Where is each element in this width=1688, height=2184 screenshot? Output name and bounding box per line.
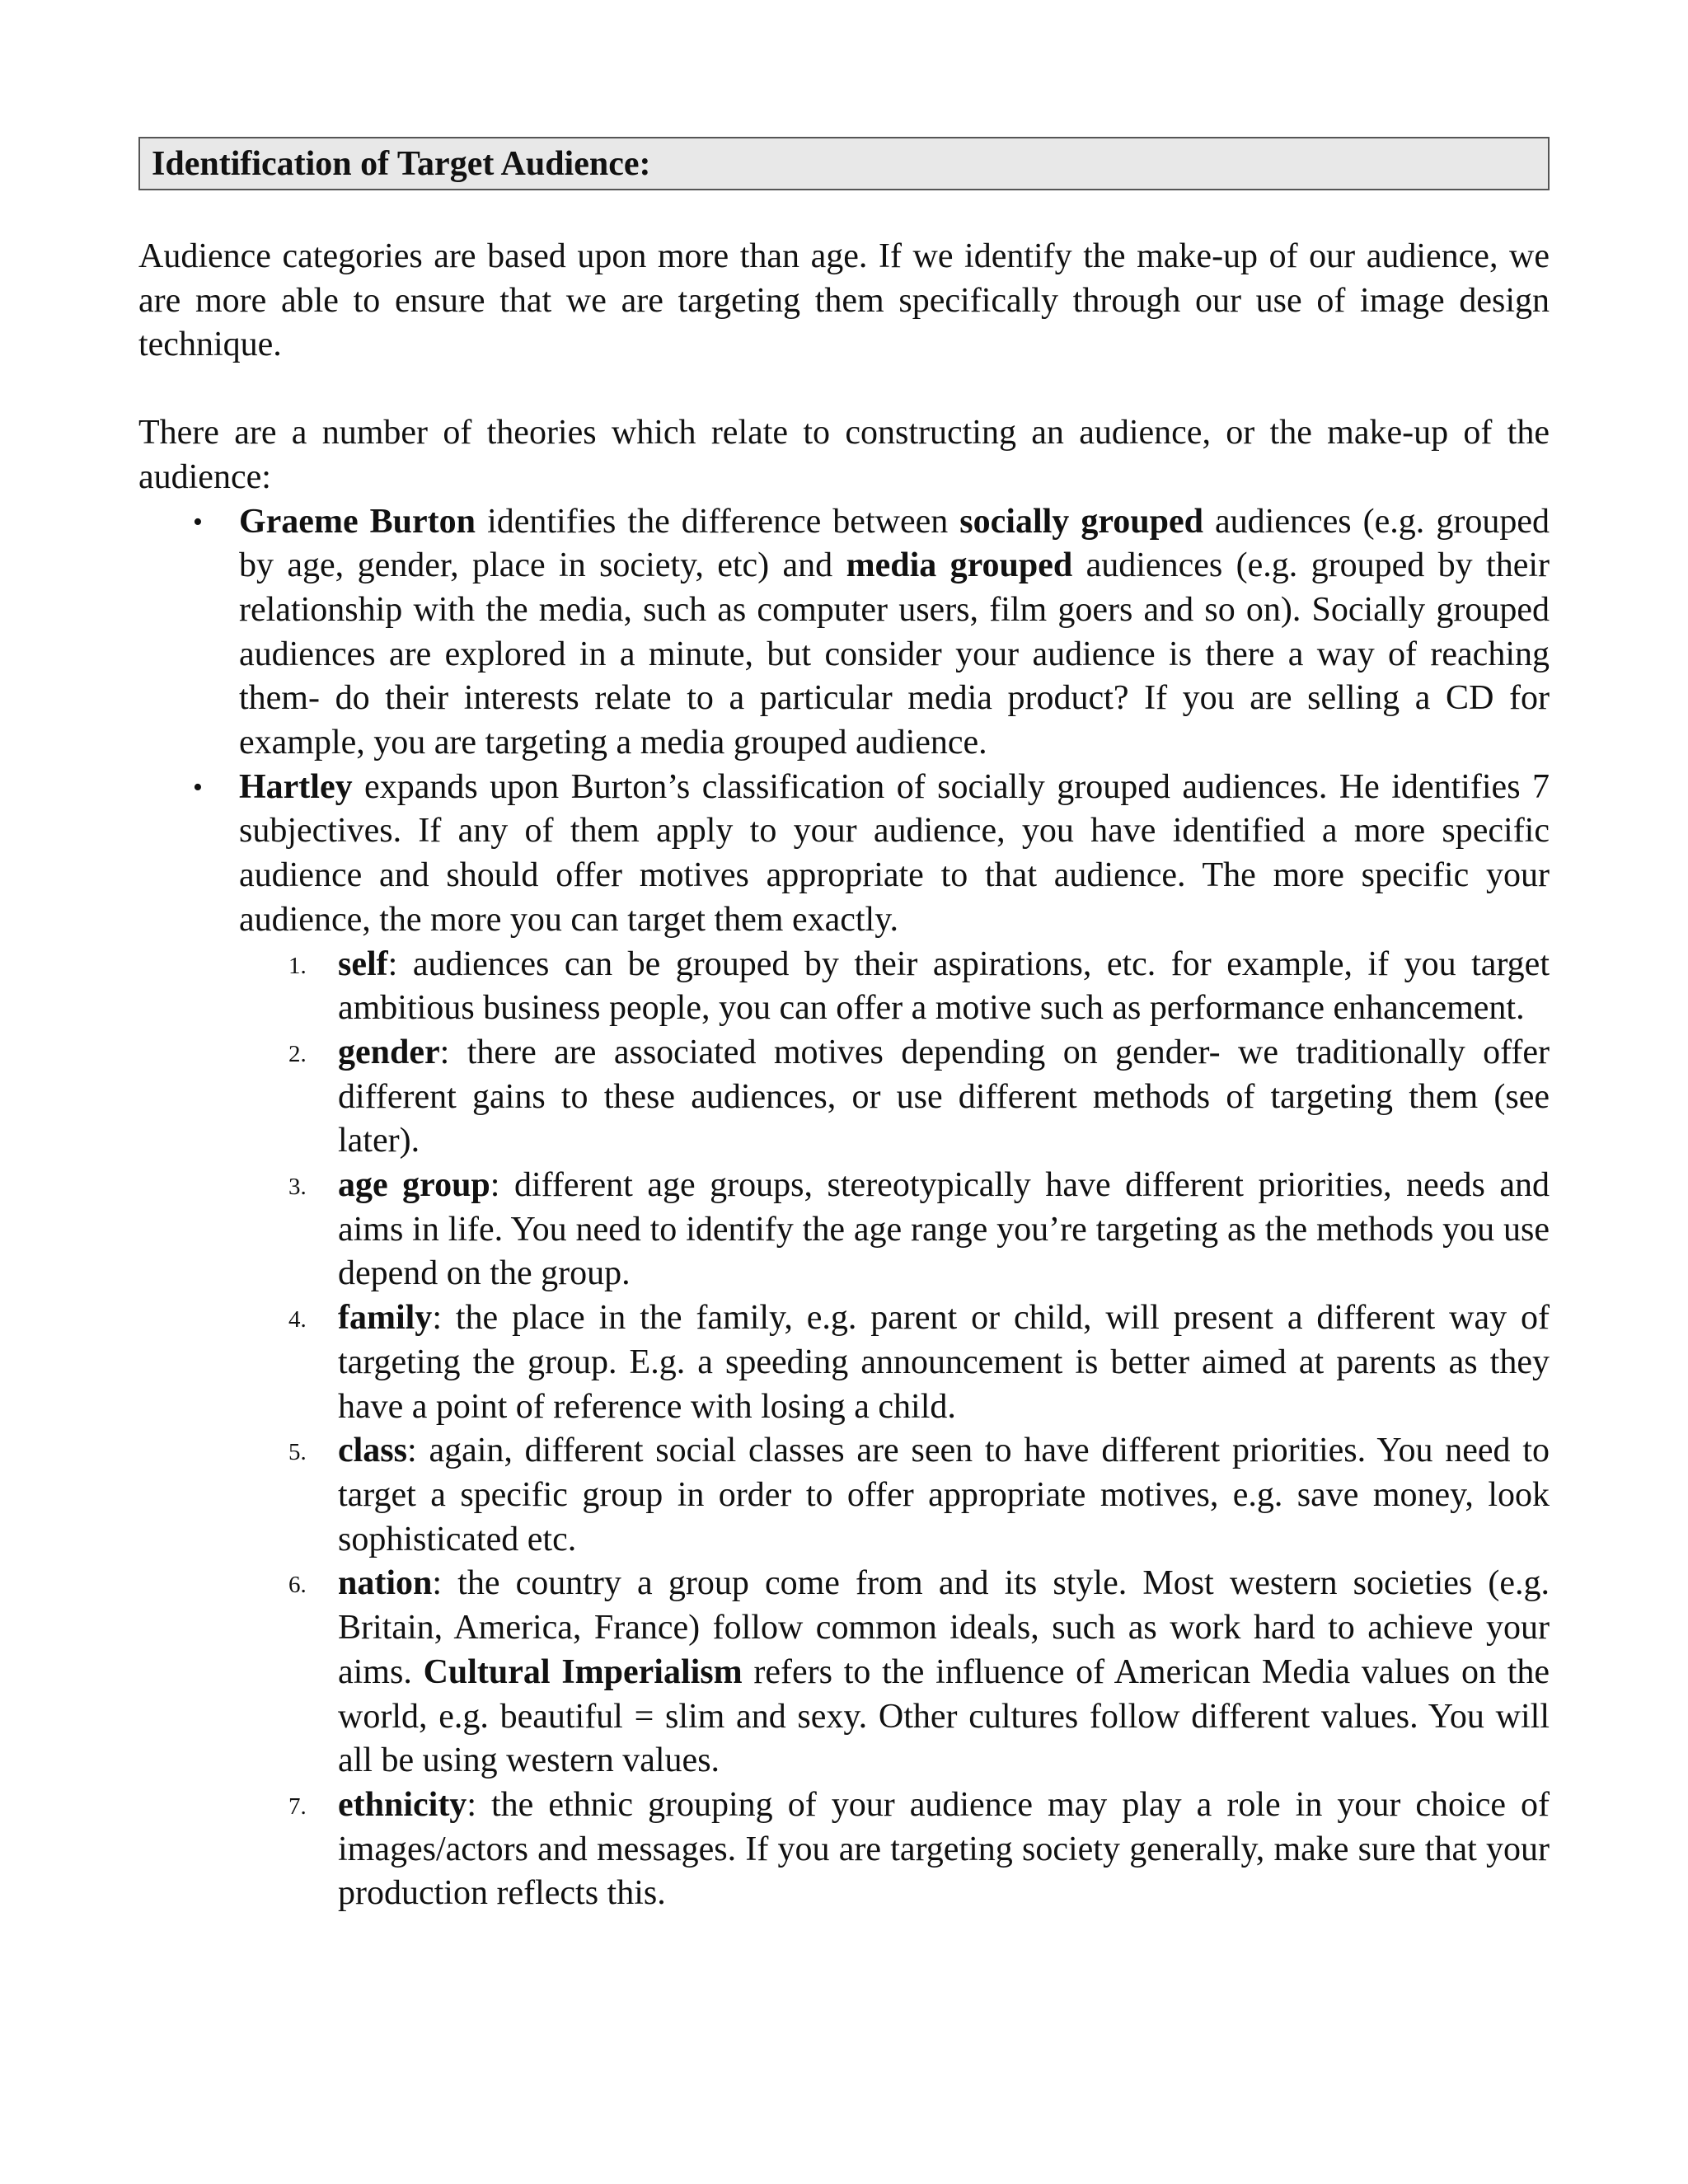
subjective-item-self	[288, 943, 1550, 1031]
item-number: 5.	[288, 1439, 307, 1466]
list-item-burton	[193, 500, 1550, 766]
theories-intro-paragraph: There are a number of theories which relate to constructing an audience, or the make-up of the audience:	[138, 414, 1550, 496]
subjective-item-age-group	[288, 1164, 1550, 1296]
subjective-item-gender	[288, 1031, 1550, 1164]
burton-text-1: identifies the difference between	[476, 502, 960, 541]
item-number: 3.	[288, 1174, 307, 1201]
item-term: nation	[338, 1564, 433, 1603]
item-text: : audiences can be grouped by their aspirations, etc. for example, if you target ambitious business people, you can offer a motive such as performance enhancement.	[338, 944, 1550, 1028]
hartley-subjectives-list	[239, 943, 1550, 1916]
item-number: 6.	[288, 1572, 307, 1599]
item-number: 2.	[288, 1040, 307, 1067]
burton-socially-grouped: socially grouped	[959, 502, 1203, 541]
item-term: gender	[338, 1033, 440, 1071]
subjective-item-ethnicity	[288, 1783, 1550, 1916]
item-term: self	[338, 944, 388, 983]
burton-text-2: audiences (e.g. grouped by age, gender, place in society, etc) and	[239, 502, 1550, 585]
hartley-name: Hartley	[239, 767, 353, 806]
intro-paragraph: Audience categories are based upon more than age. If we identify the make-up of our audience, we are more able to ensure that we are targeting them specifically through our use of image design technique.	[138, 237, 1550, 364]
subjective-item-class	[288, 1429, 1550, 1562]
item-text: : the place in the family, e.g. parent or child, will present a different way of targeting the group. E.g. a speeding announcement is better aimed at parents as they have a point of reference with losing a child.	[338, 1299, 1550, 1426]
item-term: family	[338, 1299, 433, 1338]
bullet-icon: •	[193, 771, 203, 803]
section-heading-text: Identification of Target Audience:	[152, 144, 651, 183]
section-heading	[138, 137, 1550, 190]
item-number: 4.	[288, 1306, 307, 1333]
item-text: : there are associated motives depending on gender- we traditionally offer different gains to these audiences, or use different methods of targeting them (see later).	[338, 1033, 1550, 1160]
list-item-hartley	[193, 766, 1550, 1916]
cultural-imperialism-term: Cultural Imperialism	[423, 1652, 743, 1691]
item-text: : different age groups, stereotypically have different priorities, needs and aims in life. You need to identify the age range you’re targeting as the methods you use depend on the group.	[338, 1166, 1550, 1293]
burton-media-grouped: media grouped	[846, 546, 1073, 585]
hartley-text: expands upon Burton’s classification of socially grouped audiences. He identifies 7 subjectives. If any of them apply to your audience, you have identified a more specific audience and should offer motives appropriate to that audience. The more specific your audience, the more you can target them exactly.	[239, 767, 1550, 939]
burton-name: Graeme Burton	[239, 502, 476, 541]
item-text-continued: refers to the influence of American Media values on the world, e.g. beautiful = slim and sexy. Other cultures follow different values. You will all be using western values.	[338, 1652, 1550, 1780]
item-number: 7.	[288, 1793, 307, 1820]
burton-text-3: audiences (e.g. grouped by their relationship with the media, such as computer users, film goers and so on). Socially grouped audiences are explored in a minute, but consider your audience is there a way of reaching them- do their interests relate to a particular media product? If you are selling a CD for example, you are targeting a media grouped audience.	[239, 546, 1550, 762]
item-term: class	[338, 1432, 407, 1470]
item-term: age group	[338, 1166, 490, 1205]
item-term: ethnicity	[338, 1785, 467, 1824]
theories-list	[138, 500, 1550, 1917]
subjective-item-family	[288, 1296, 1550, 1429]
item-number: 1.	[288, 952, 307, 979]
bullet-icon: •	[193, 506, 203, 537]
item-text: : the country a group come from and its style. Most western societies (e.g. Britain, America, France) follow common ideals, such as work hard to achieve your aims.	[338, 1564, 1550, 1691]
item-text: : the ethnic grouping of your audience may play a role in your choice of images/actors and messages. If you are targeting society generally, make sure that your production reflects this.	[338, 1785, 1550, 1913]
document-page	[138, 137, 1550, 1916]
subjective-item-nation	[288, 1562, 1550, 1783]
item-text: : again, different social classes are seen to have different priorities. You need to target a specific group in order to offer appropriate motives, e.g. save money, look sophisticated etc.	[338, 1432, 1550, 1558]
